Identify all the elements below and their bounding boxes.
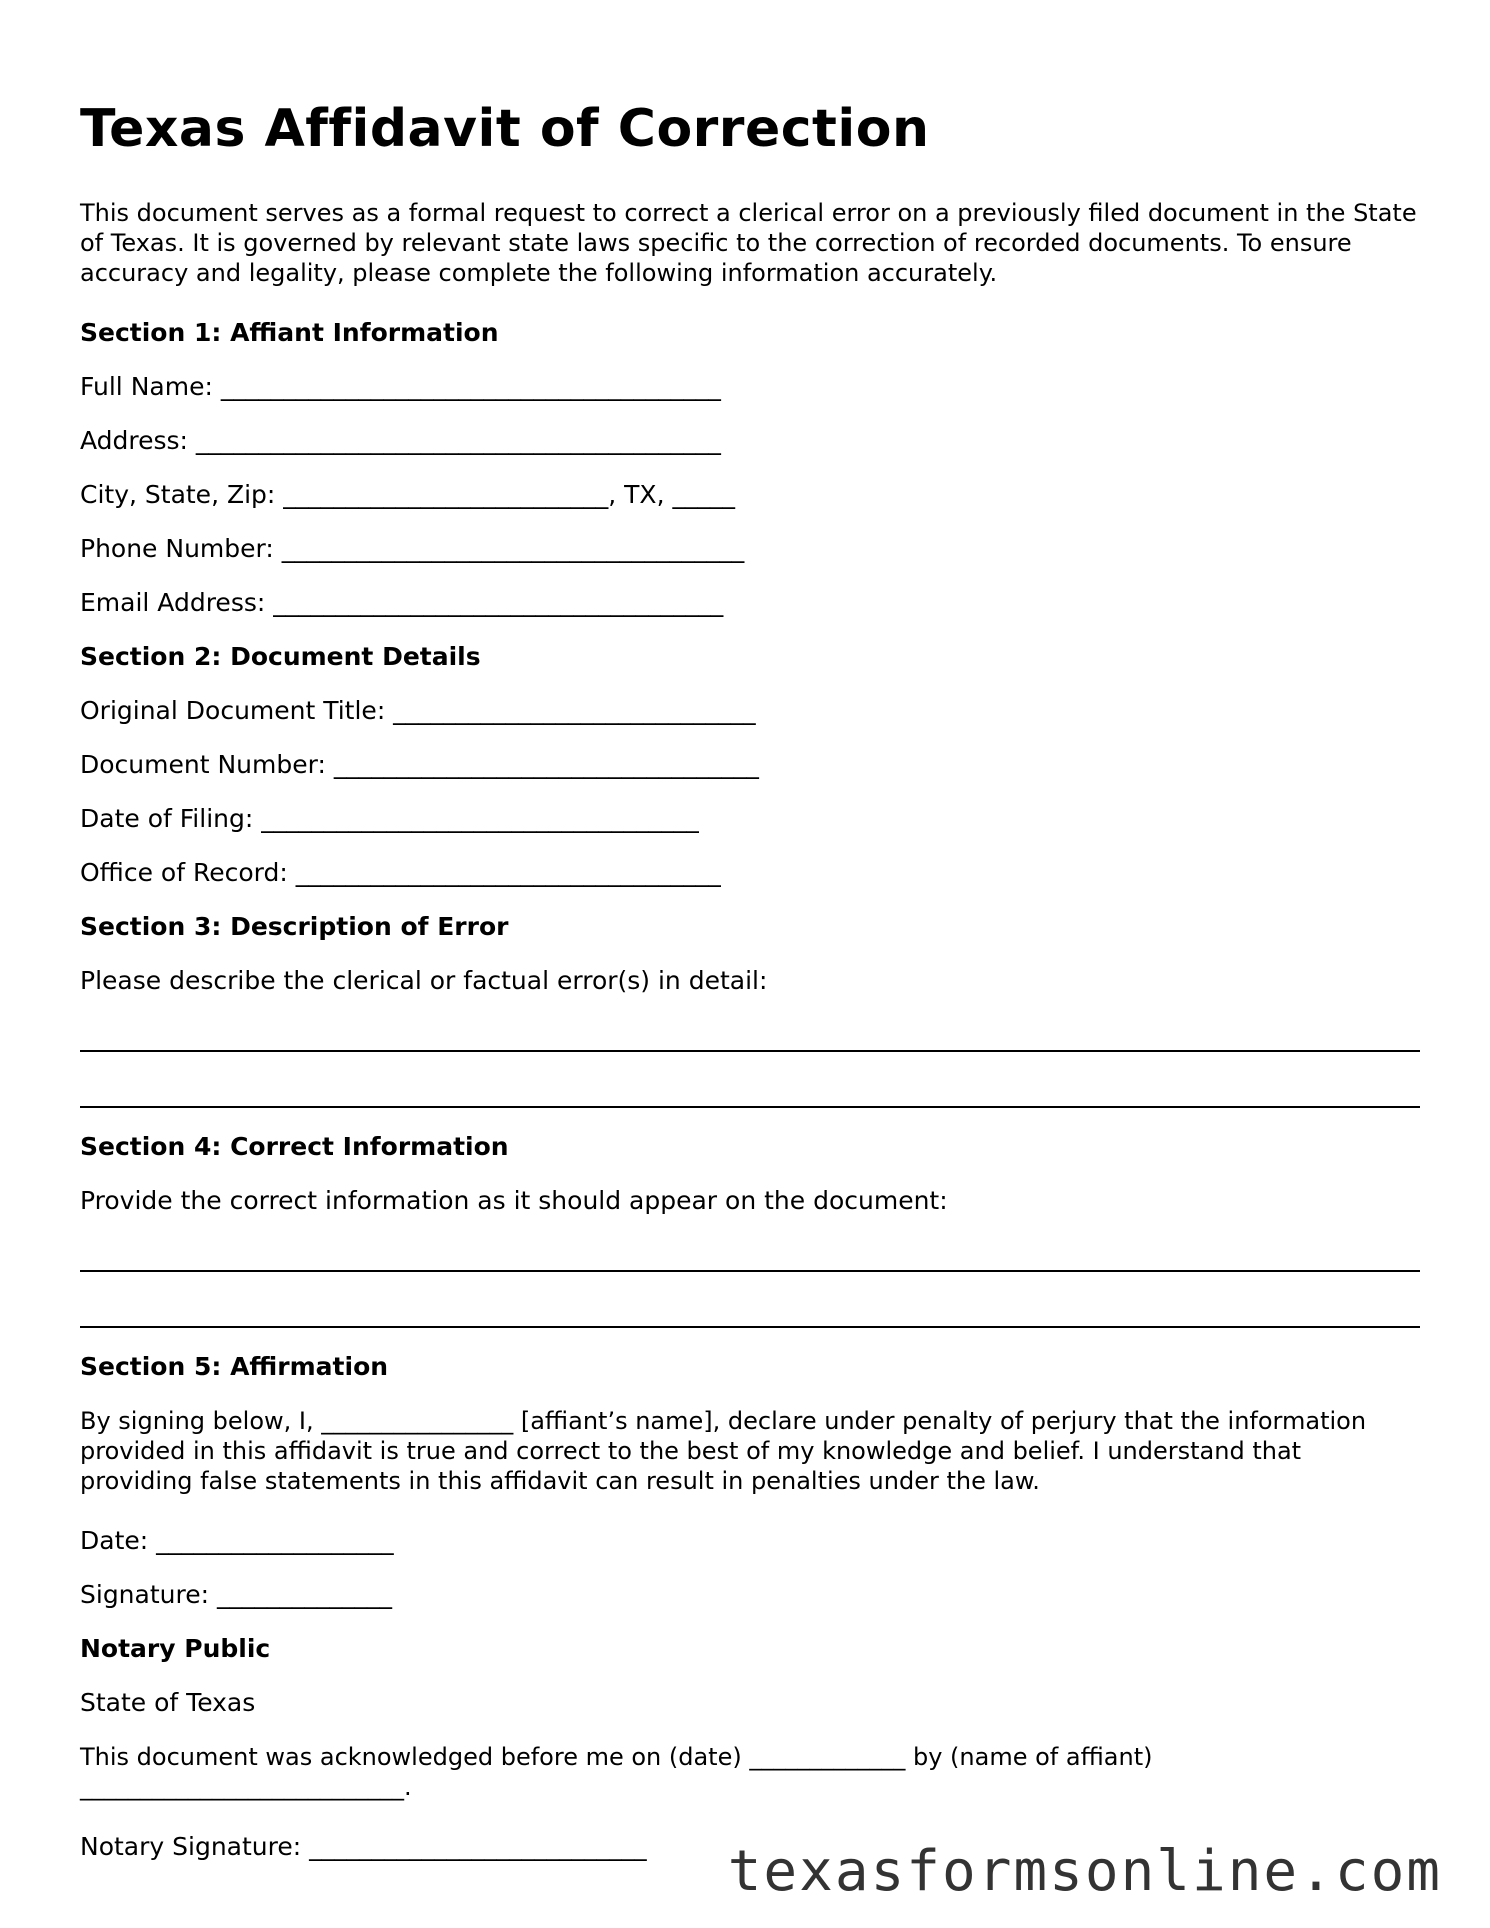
full-name-field[interactable]: Full Name: ________________________________________ <box>80 372 721 401</box>
correct-information-line-1[interactable] <box>80 1240 1420 1272</box>
affidavit-document <box>80 96 1420 1886</box>
section2-heading: Section 2: Document Details <box>80 642 481 671</box>
intro-paragraph: This document serves as a formal request to correct a clerical error on a previously filed document in the State of Texas. It is governed by relevant state laws specific to the correction of recorded documents. To ensure accuracy and legality, please complete the following information accurately. <box>80 199 1417 287</box>
notary-state: State of Texas <box>80 1688 256 1717</box>
notary-heading: Notary Public <box>80 1634 271 1663</box>
error-description-line-1[interactable] <box>80 1020 1420 1052</box>
city-state-zip-field[interactable]: City, State, Zip: __________________________, TX, _____ <box>80 480 735 509</box>
correct-information-line-2[interactable] <box>80 1296 1420 1328</box>
correct-information-prompt: Provide the correct information as it should appear on the document: <box>80 1186 948 1215</box>
error-description-prompt: Please describe the clerical or factual error(s) in detail: <box>80 966 768 995</box>
notary-acknowledgment[interactable]: This document was acknowledged before me on (date) _____________ by (name of affiant) ___________________________. <box>80 1743 1153 1801</box>
original-document-title-field[interactable]: Original Document Title: _____________________________ <box>80 696 756 725</box>
section4-heading: Section 4: Correct Information <box>80 1132 509 1161</box>
document-title: Texas Affidavit of Correction <box>80 99 930 159</box>
email-address-field[interactable]: Email Address: ____________________________________ <box>80 588 724 617</box>
affirmation-date-field[interactable]: Date: ___________________ <box>80 1526 394 1555</box>
document-number-field[interactable]: Document Number: __________________________________ <box>80 750 759 779</box>
office-of-record-field[interactable]: Office of Record: __________________________________ <box>80 858 721 887</box>
address-field[interactable]: Address: __________________________________________ <box>80 426 721 455</box>
notary-signature-field[interactable]: Notary Signature: ___________________________ <box>80 1832 647 1861</box>
section3-heading: Section 3: Description of Error <box>80 912 509 941</box>
phone-number-field[interactable]: Phone Number: _____________________________________ <box>80 534 745 563</box>
affirmation-statement: By signing below, I, ________________ [affiant’s name], declare under penalty of perjury that the information provided in this affidavit is true and correct to the best of my knowledge and belief. I understand that providing false statements in this affidavit can result in penalties under the law. <box>80 1407 1367 1495</box>
affirmation-signature-field[interactable]: Signature: ______________ <box>80 1580 392 1609</box>
date-of-filing-field[interactable]: Date of Filing: ___________________________________ <box>80 804 699 833</box>
section5-heading: Section 5: Affirmation <box>80 1352 389 1381</box>
site-watermark: texasformsonline.com <box>727 1839 1442 1904</box>
error-description-line-2[interactable] <box>80 1076 1420 1108</box>
section1-heading: Section 1: Affiant Information <box>80 318 499 347</box>
